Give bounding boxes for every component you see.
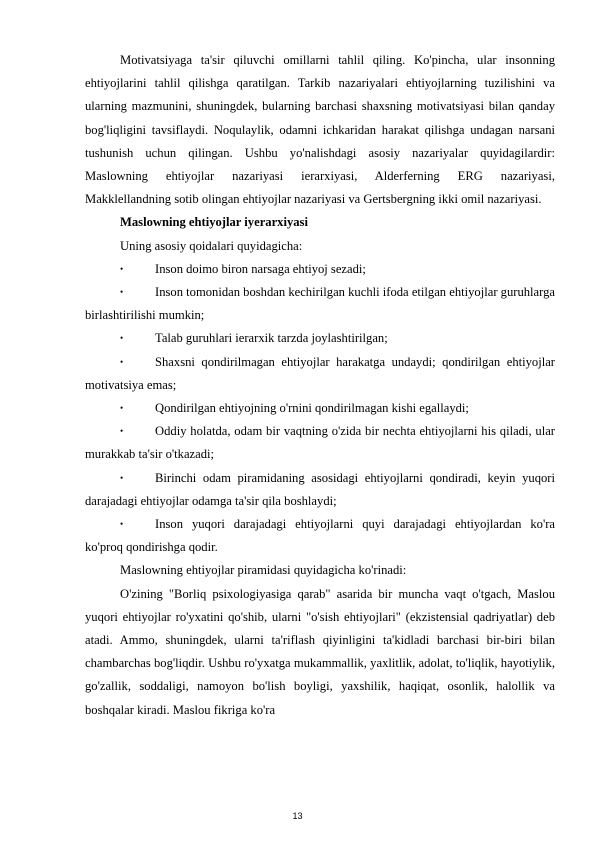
bullet-text: Talab guruhlari ierarxik tarzda joylashtirilgan; <box>155 331 388 346</box>
bullet-text: Oddiy holatda, odam bir vaqtning o'zida bir nechta ehtiyojlarni his qiladi, ular murakkab ta'sir o'tkazadi; <box>85 424 555 462</box>
bullet-item <box>85 420 555 466</box>
bullet-text: Shaxsni qondirilmagan ehtiyojlar harakatga undaydi; qondirilgan ehtiyojlar motivatsiya emas; <box>85 354 555 392</box>
bullet-text: Qondirilgan ehtiyojning o'rnini qondirilmagan kishi egallaydi; <box>155 401 469 416</box>
bullet-item <box>85 467 555 513</box>
bullet-dot-icon: • <box>120 333 124 344</box>
bullet-text: Birinchi odam piramidaning asosidagi ehtiyojlarni qondiradi, keyin yuqori darajadagi ehtiyojlar odamga ta'sir qila boshlaydi; <box>85 470 555 508</box>
bullet-item <box>85 351 555 397</box>
bullet-dot-icon: • <box>120 403 124 414</box>
bullet-text: Inson yuqori darajadagi ehtiyojlarni quyi darajadagi ehtiyojlardan ko'ra ko'proq qondirishga qodir. <box>85 517 555 555</box>
bullet-item <box>85 281 555 327</box>
page-body <box>85 49 555 722</box>
section-heading: Maslowning ehtiyojlar iyerarxiyasi <box>120 215 308 230</box>
page-number: 13 <box>292 811 303 821</box>
paragraph-growth-needs: O'zining "Borliq psixologiyasiga qarab" asarida bir muncha vaqt o'tgach, Maslou yuqori ehtiyojlar ro'yxatini qo'shib, ularni "o'sish ehtiyojlari" (ekzistensial qadriyatlar) deb atadi. Ammo, shuningdek, ularni ta'riflash qiyinligini ta'kidladi barchasi bir-biri bilan chambarchas bog'liqdir. Ushbu ro'yxatga mukammallik, yaxlitlik, adolat, to'liqlik, hayotiylik, go'zallik, soddaligi, namoyon bo'lish boyligi, yaxshilik, haqiqat, osonlik, halollik va boshqalar kiradi. Maslou fikriga ko'ra <box>85 586 555 717</box>
bullet-list <box>85 258 555 560</box>
bullet-dot-icon: • <box>120 426 124 437</box>
bullet-item <box>85 397 555 420</box>
paragraph-motivation: Motivatsiyaga ta'sir qiluvchi omillarni tahlil qiling. Ko'pincha, ular insonning ehtiyojlarini tahlil qilishga qaratilgan. Tarkib nazariyalari ehtiyojlarning tuzilishini va ularning mazmunini, shuningdek, bularning barchasi shaxsning motivatsiyasi bilan qanday bog'liqligini tavsiflaydi. Noqulaylik, odamni ichkaridan harakat qilishga undagan narsani tushunish uchun qilingan. Ushbu yo'nalishdagi asosiy nazariyalar quyidagilardir: Maslowning ehtiyojlar nazariyasi ierarxiyasi, Alderferning ERG nazariyasi, Makklellandning sotib olingan ehtiyojlar nazariyasi va Gertsbergning ikki omil nazariyasi. <box>85 53 555 207</box>
paragraph-pyramid-intro: Maslowning ehtiyojlar piramidasi quyidagicha ko'rinadi: <box>120 563 407 578</box>
bullet-dot-icon: • <box>120 519 124 530</box>
bullet-text: Inson doimo biron narsaga ehtiyoj sezadi; <box>155 261 366 276</box>
bullet-item <box>85 327 555 350</box>
bullet-item <box>85 513 555 559</box>
bullet-dot-icon: • <box>120 356 124 367</box>
bullet-dot-icon: • <box>120 287 124 298</box>
bullet-text: Inson tomonidan boshdan kechirilgan kuchli ifoda etilgan ehtiyojlar guruhlarga birlashtirilishi mumkin; <box>85 285 555 323</box>
paragraph-intro: Uning asosiy qoidalari quyidagicha: <box>120 238 303 253</box>
bullet-dot-icon: • <box>120 472 124 483</box>
bullet-dot-icon: • <box>120 263 124 274</box>
bullet-item <box>85 258 555 281</box>
